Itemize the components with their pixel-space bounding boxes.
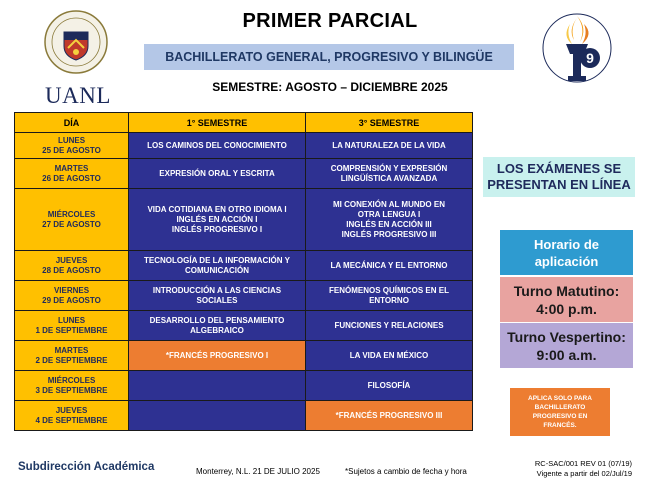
column-header-semester-3: 3° SEMESTRE — [306, 113, 473, 133]
table-row — [15, 281, 473, 311]
table-row — [15, 189, 473, 251]
semester-1-exam-highlighted: *FRANCÉS PROGRESIVO I — [129, 341, 306, 371]
table-row — [15, 341, 473, 371]
semester-3-exam: MI CONEXIÓN AL MUNDO EN OTRA LENGUA I INGLÉS EN ACCIÓN III INGLÉS PROGRESIVO III — [306, 189, 473, 251]
semester-label: SEMESTRE: AGOSTO – DICIEMBRE 2025 — [212, 80, 448, 94]
semester-1-exam: EXPRESIÓN ORAL Y ESCRITA — [129, 159, 306, 189]
semester-1-exam-empty — [129, 401, 306, 431]
table-row — [15, 311, 473, 341]
semester-1-exam-empty — [129, 371, 306, 401]
exam-schedule-table — [14, 112, 473, 431]
place-date-label: Monterrey, N.L. 21 DE JULIO 2025 — [196, 467, 320, 476]
online-exams-notice: LOS EXÁMENES SE PRESENTAN EN LÍNEA — [483, 157, 635, 197]
day-cell: LUNES 1 DE SEPTIEMBRE — [15, 311, 129, 341]
uanl-seal-icon — [44, 10, 108, 74]
table-row — [15, 159, 473, 189]
semester-1-exam: TECNOLOGÍA DE LA INFORMACIÓN Y COMUNICACIÓN — [129, 251, 306, 281]
schedule-title-box: Horario de aplicación — [500, 230, 633, 275]
semester-1-exam: DESARROLLO DEL PENSAMIENTO ALGEBRAICO — [129, 311, 306, 341]
day-cell: LUNES 25 DE AGOSTO — [15, 133, 129, 159]
department-label: Subdirección Académica — [18, 461, 155, 473]
semester-3-exam: FENÓMENOS QUÍMICOS EN EL ENTORNO — [306, 281, 473, 311]
program-subtitle-text: BACHILLERATO GENERAL, PROGRESIVO Y BILINGÜE — [165, 50, 493, 64]
table-row — [15, 251, 473, 281]
french-only-note: APLICA SOLO PARA BACHILLERATO PROGRESIVO EN FRANCÉS. — [510, 388, 610, 436]
prepa-number: 9 — [586, 50, 594, 66]
day-cell: MIÉRCOLES 27 DE AGOSTO — [15, 189, 129, 251]
day-cell: JUEVES 4 DE SEPTIEMBRE — [15, 401, 129, 431]
document-code: RC-SAC/001 REV 01 (07/19) Vigente a partir del 02/Jul/19 — [534, 459, 632, 478]
preparatoria-9-logo-icon — [540, 10, 614, 92]
semester-3-exam: LA VIDA EN MÉXICO — [306, 341, 473, 371]
day-cell: MARTES 2 DE SEPTIEMBRE — [15, 341, 129, 371]
table-row — [15, 133, 473, 159]
evening-shift-box: Turno Vespertino: 9:00 a.m. — [500, 323, 633, 368]
column-header-semester-1: 1° SEMESTRE — [129, 113, 306, 133]
page-title: PRIMER PARCIAL — [242, 10, 418, 32]
semester-3-exam: COMPRENSIÓN Y EXPRESIÓN LINGÜÍSTICA AVANZADA — [306, 159, 473, 189]
day-cell: JUEVES 28 DE AGOSTO — [15, 251, 129, 281]
disclaimer-label: *Sujetos a cambio de fecha y hora — [345, 467, 467, 476]
program-subtitle — [144, 44, 514, 70]
table-row — [15, 371, 473, 401]
uanl-wordmark: UANL — [45, 83, 111, 108]
day-cell: MIÉRCOLES 3 DE SEPTIEMBRE — [15, 371, 129, 401]
day-cell: MARTES 26 DE AGOSTO — [15, 159, 129, 189]
semester-3-exam-highlighted: *FRANCÉS PROGRESIVO III — [306, 401, 473, 431]
semester-3-exam: LA MECÁNICA Y EL ENTORNO — [306, 251, 473, 281]
column-header-day: DÍA — [15, 113, 129, 133]
semester-1-exam: VIDA COTIDIANA EN OTRO IDIOMA I INGLÉS EN ACCIÓN I INGLÉS PROGRESIVO I — [129, 189, 306, 251]
morning-shift-box: Turno Matutino: 4:00 p.m. — [500, 277, 633, 322]
semester-1-exam: LOS CAMINOS DEL CONOCIMIENTO — [129, 133, 306, 159]
table-header-row — [15, 113, 473, 133]
semester-3-exam: LA NATURALEZA DE LA VIDA — [306, 133, 473, 159]
day-cell: VIERNES 29 DE AGOSTO — [15, 281, 129, 311]
table-row — [15, 401, 473, 431]
semester-3-exam: FILOSOFÍA — [306, 371, 473, 401]
semester-3-exam: FUNCIONES Y RELACIONES — [306, 311, 473, 341]
semester-1-exam: INTRODUCCIÓN A LAS CIENCIAS SOCIALES — [129, 281, 306, 311]
